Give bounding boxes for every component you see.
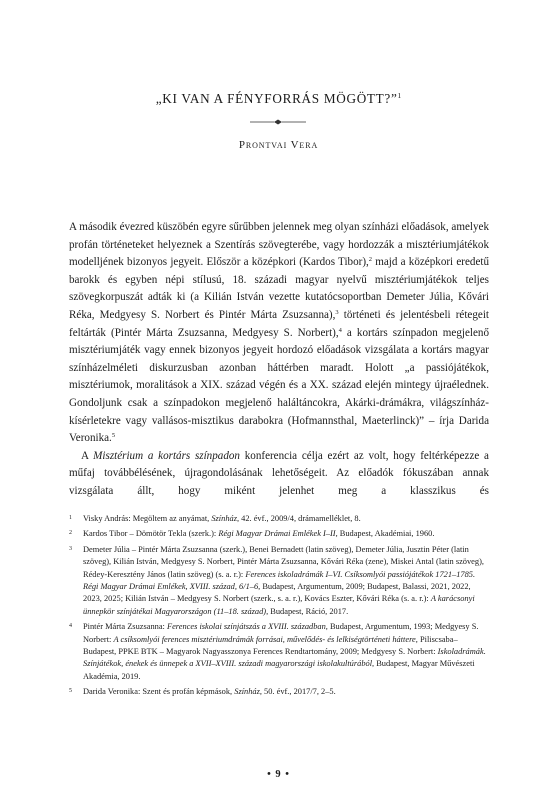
footnote-text: Visky András: Megöltem az anyámat, Színház, 42. évf., 2009/4, drámamelléklet, 8. [83,514,361,523]
body-text [69,219,489,501]
paragraph-2: A Misztérium a kortárs színpadon konferencia célja ezért az volt, hogy feltérképezze a műfaj továbbélésének, újragondolásának lehetőségeit. Az előadók fókuszában annak vizsgálata állt, hogy miként jelenhet meg a klasszikus és [69,449,489,497]
footnote-text: Darida Veronika: Szent és profán képmások, Színház, 50. évf., 2017/7, 2–5. [83,687,336,697]
footnotes [69,513,489,702]
footnote-2 [69,528,489,540]
title-ornament-icon [250,119,306,125]
conference-title: Misztérium a kortárs színpadon [93,449,240,462]
footnote-4 [69,621,489,683]
footnote-1 [69,513,489,525]
footnote-ref-5: 5 [111,432,116,440]
title-footnote-ref: 1 [397,91,402,100]
footnote-number: 4 [69,623,72,630]
footnote-number: 2 [69,530,72,537]
footnote-text: Kardos Tibor – Dömötör Tekla (szerk.): Régi Magyar Drámai Emlékek I–II, Budapest, Akadémiai, 1960. [83,529,435,539]
page-number: • 9 • [267,769,290,780]
footnote-text: Demeter Júlia – Pintér Márta Zsuzsanna (szerk.), Benei Bernadett (latin szöveg), Demeter Júlia, Jusztin Péter (latin szöveg), Kilián István, Medgyesy S. Norbert, Pintér Márta Zsuzsanna, Kővári Réka (zene), Miskei Antal (latin szöveg), Rédey-Keresztény János (latin szöveg) (s. a. r.): Ferences iskoladrámák I–VI. Csíksomlyói passiójátékok 1721–1785. Régi Magyar Drámai Emlékek, XVIII. század, 6/1–6, Budapest, Argumentum, 2009; Budapest, Balassi, 2021, 2022, 2023, 2025; Kilián István – Medgyesy S. Norbert (szerk., s. a. r.), Kovács Eszter, Kővári Réka (s. a. r.): A karácsonyi ünnepkör színjátékai Magyarországon (11–18. század), Budapest, Ráció, 2017. [83,544,484,616]
footnote-number: 3 [69,545,72,552]
chapter-title-text: „KI VAN A FÉNYFORRÁS MÖGÖTT?” [155,91,398,106]
footnote-5 [69,686,489,698]
author-name: Prontvai Vera [238,139,319,151]
footnote-ref-4: 4 [338,326,342,334]
footnote-3 [69,544,489,618]
footnote-text: Pintér Márta Zsuzsanna: Ferences iskolai színjátszás a XVIII. században, Budapest, Argumentum, 1993; Medgyesy S. Norbert: A csíksomlyói ferences misztériumdrámák forrásai, művelődés- és lelkiségtörténeti háttere, Piliscsaba–Budapest, PPKE BTK – Magyarok Nagyasszonya Ferences Rendtartomány, 2009; Medgyesy S. Norbert: Iskoladrámák. Színjátékok, énekek és ünnepek a XVII–XVIII. századi magyarországi iskolakultúrából, Budapest, Magyar Művészeti Akadémia, 2019. [83,622,486,681]
footnote-number: 5 [69,688,72,695]
footnote-number: 1 [69,515,72,521]
footnote-ref-2: 2 [368,256,373,264]
chapter-title [0,91,557,107]
paragraph-1: A második évezred küszöbén egyre sűrűbben jelennek meg olyan színházi előadások, amelyek profán történeteket helyeznek a Szentírás szövegterébe, vagy hordozzák a misztériumjátékok modelljének bizonyos jegyeit. Először a középkori (Kardos Tibor),$^2$ majd a középkori eredetű barokk és egyben népi stílusú, 18. századi magyar nyelvű misztériumjátékok teljes szövegkorpuszát adták ki (a Kilián István vezette kutatócsoportban Demeter Júlia, Kővári Réka, Medgyesy S. Norbert és Pintér Márta Zsuzsanna),$^3$ történeti és jelentésbeli rétegeit feltárták (Pintér Márta Zsuzsanna, Medgyesy S. Norbert),$^4$ a kortárs színpadon megjelenő misztériumjáték vagy ennek bizonyos jegyeit hordozó előadások vizsgálata a kortárs magyar színházelméleti diskurzusban azonban háttérben maradt. Holott „a passiójátékok, misztériumok, moralitások a XIX. század végén és a XX. század elején mintegy újraélednek. Gondoljunk csak a színpadokon megjelenő haláltáncokra, Akárki-drámákra, világszínház-kísérletekre vagy vallásos-misztikus darabokra (Hofmannsthal, Maeterlinck)” – írja Darida Veronika.$^5$ [69,221,489,445]
footnote-ref-3: 3 [335,308,339,316]
